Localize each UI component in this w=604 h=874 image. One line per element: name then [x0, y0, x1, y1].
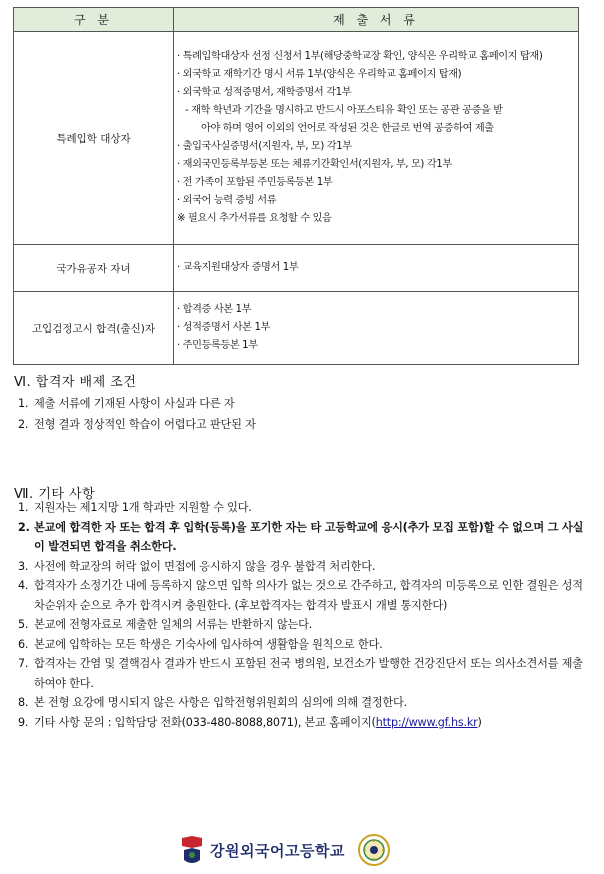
list-item-number: 4.	[18, 579, 29, 592]
document-item: · 재외국민등록부등본 또는 체류기간확인서(지원자, 부, 모) 각1부	[177, 159, 452, 170]
list-item	[18, 576, 588, 615]
section7-list	[18, 498, 588, 732]
list-item-text: 본교에 입학하는 모든 학생은 기숙사에 입사하여 생활함을 원칙으로 한다.	[34, 637, 383, 651]
list-item-number: 1.	[18, 501, 29, 514]
section6-list	[18, 393, 588, 435]
list-item-text: 지원자는 제1지망 1개 학과만 지원할 수 있다.	[34, 501, 252, 514]
document-item: · 전 가족이 포함된 주민등록등본 1부	[177, 177, 333, 188]
document-item: 아야 하며 영어 이외의 언어로 작성된 것은 한글로 번역 공증하여 제출	[201, 123, 494, 134]
list-item	[18, 557, 588, 577]
list-item	[18, 654, 588, 693]
document-item: · 외국학교 성적증명서, 재학증명서 각1부	[177, 87, 352, 98]
list-item-text: 본교에 합격한 자 또는 합격 후 입학(등록)을 포기한 자는 타 고등학교에 응시(추가 모집 포함)할 수 없으며 그 사실이 발견되면 합격을 취소한다.	[34, 520, 584, 553]
list-item-text: 본 전형 요강에 명시되지 않은 사항은 입학전형위원회의 심의에 의해 결정한다.	[34, 696, 407, 709]
row-category: 국가유공자 자녀	[14, 245, 174, 292]
list-item-number: 1.	[18, 397, 29, 410]
list-item-text: 본교에 전형자료로 제출한 일체의 서류는 반환하지 않는다.	[34, 618, 313, 631]
list-item	[18, 518, 588, 557]
header-documents: 제 출 서 류	[174, 8, 579, 32]
list-item-text	[34, 713, 588, 733]
list-item-number: 5.	[18, 618, 29, 631]
document-item: · 성적증명서 사본 1부	[177, 322, 270, 333]
footer	[178, 832, 418, 868]
school-name: 강원외국어고등학교	[210, 841, 345, 860]
list-item-number: 7.	[18, 657, 29, 670]
list-item-text: 제출 서류에 기재된 사항이 사실과 다른 자	[34, 397, 235, 410]
documents-table	[13, 7, 579, 365]
table-row	[14, 292, 579, 365]
school-logo-icon	[178, 834, 206, 866]
list-item-text: 합격자가 소정기간 내에 등록하지 않으면 입학 의사가 없는 것으로 간주하고, 합격자의 미등록으로 인한 결원은 성적 차순위자 순으로 추가 합격시켜 충원한다. (후보합격자는 합격자 발표시 개별 통지한다)	[34, 579, 583, 612]
document-item: - 재학 학년과 기간을 명시하고 반드시 아포스티유 확인 또는 공관 공증을 받	[185, 105, 503, 116]
homepage-link[interactable]: http://www.gf.hs.kr	[375, 715, 478, 729]
list-item-number: 2.	[18, 418, 29, 431]
list-item-number: 8.	[18, 696, 29, 709]
list-item-number: 6.	[18, 637, 29, 651]
document-item: · 주민등록등본 1부	[177, 340, 258, 351]
section7-heading: Ⅶ. 기타 사항	[14, 487, 96, 502]
header-category: 구 분	[14, 8, 174, 32]
document-item: ※ 필요시 추가서류를 요청할 수 있음	[177, 213, 332, 224]
school-emblem-icon	[357, 833, 391, 867]
document-item: · 출입국사실증명서(지원자, 부, 모) 각1부	[177, 141, 352, 152]
document-item: · 외국학교 재학기간 명시 서류 1부(양식은 우리학교 홈페이지 탑재)	[177, 69, 462, 80]
document-item: · 외국어 능력 증빙 서류	[177, 195, 277, 206]
document-item: · 특례입학대상자 선정 신청서 1부(해당중학교장 확인, 양식은 우리학교 홈페이지 탑재)	[177, 51, 543, 62]
contact-suffix: )	[477, 715, 482, 729]
section6-heading: Ⅵ. 합격자 배제 조건	[14, 375, 137, 390]
table-row	[14, 245, 579, 292]
row-documents	[174, 32, 579, 245]
table-row	[14, 32, 579, 245]
contact-text: 기타 사항 문의 : 입학담당 전화(033-480-8088,8071), 본교 홈페이지(	[34, 715, 376, 729]
list-item	[18, 635, 588, 655]
list-item-number: 9.	[18, 715, 29, 729]
list-item	[18, 498, 588, 518]
document-item: · 교육지원대상자 증명서 1부	[177, 262, 299, 273]
list-item-number: 2.	[18, 520, 30, 534]
list-item-text: 합격자는 간염 및 결핵검사 결과가 반드시 포함된 전국 병의원, 보건소가 발행한 건강진단서 또는 의사소견서를 제출하여야 한다.	[34, 657, 583, 690]
list-item	[18, 393, 588, 414]
list-item	[18, 693, 588, 713]
row-category: 특례입학 대상자	[14, 32, 174, 245]
list-item-number: 3.	[18, 559, 29, 573]
row-category: 고입검정고시 합격(출신)자	[14, 292, 174, 365]
list-item-text: 전형 결과 정상적인 학습이 어렵다고 판단된 자	[34, 418, 256, 431]
list-item-text: 사전에 학교장의 허락 없이 면접에 응시하지 않을 경우 불합격 처리한다.	[34, 559, 376, 573]
list-item	[18, 713, 588, 733]
row-documents	[174, 292, 579, 365]
row-documents	[174, 245, 579, 292]
list-item	[18, 414, 588, 435]
document-item: · 합격증 사본 1부	[177, 304, 252, 315]
list-item	[18, 615, 588, 635]
